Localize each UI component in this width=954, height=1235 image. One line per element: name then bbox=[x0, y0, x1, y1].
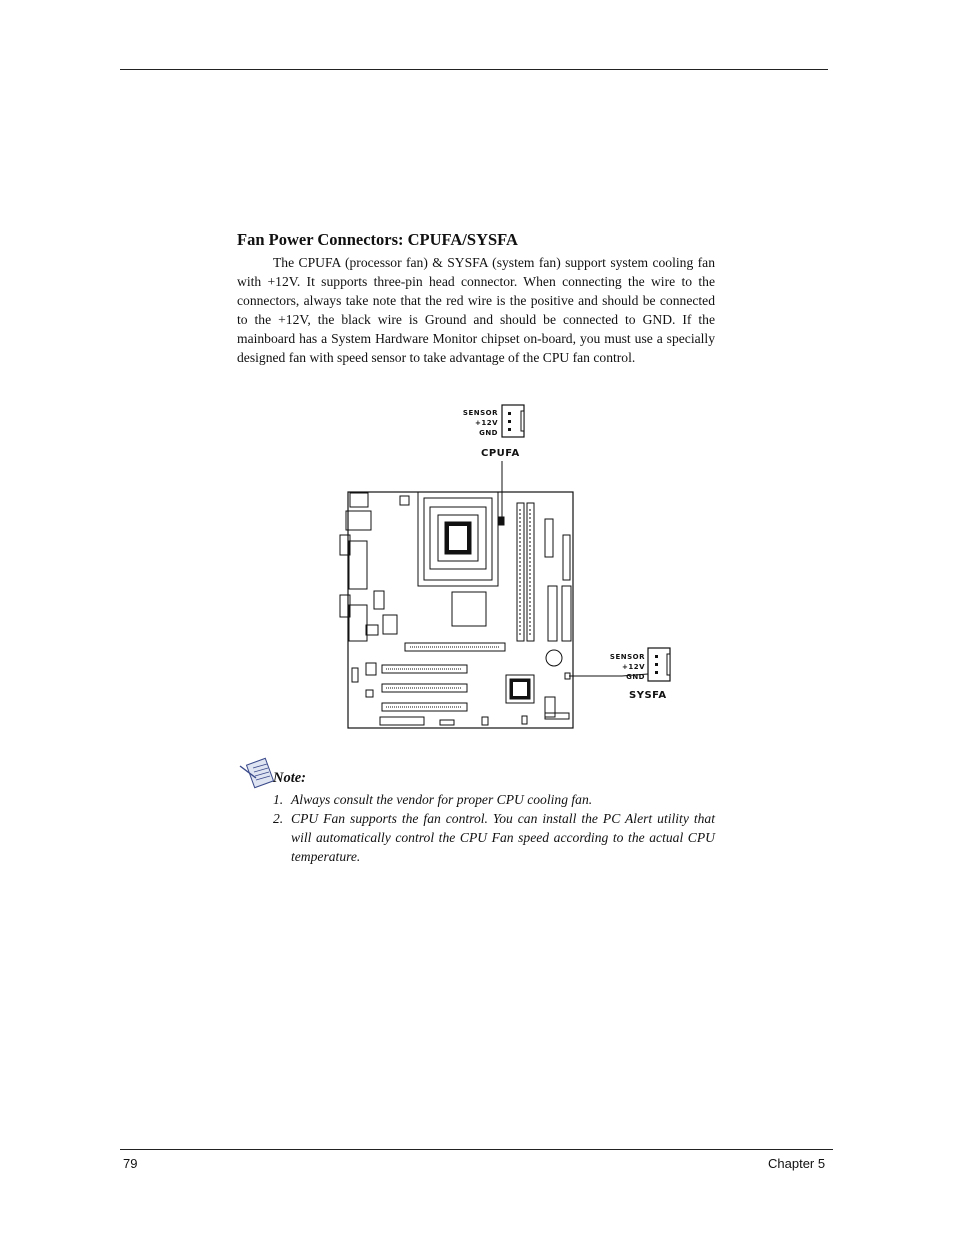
chapter-label: Chapter 5 bbox=[768, 1156, 826, 1171]
note-title: Note: bbox=[273, 770, 307, 786]
mainboard bbox=[340, 492, 573, 728]
body-paragraph: The CPUFA (processor fan) & SYSFA (system fan) support system cooling fan with +12V. It supports three-pin head connector. When connecting the wire to the connectors, always take note that the red wire is the positive and should be connected to the +12V, the black wire is Ground and should be connected to GND. If the mainboard has a System Hardware Monitor chipset on-board, you must use a specially designed fan with speed sensor to take advantage of the CPU fan control. bbox=[237, 255, 715, 365]
cpufa-label: CPUFA bbox=[481, 448, 520, 459]
page-number: 79 bbox=[123, 1156, 138, 1171]
section-title: Fan Power Connectors: CPUFA/SYSFA bbox=[237, 230, 518, 249]
note-list bbox=[273, 790, 715, 866]
cpufa-pin-gnd: GND bbox=[479, 429, 498, 437]
sysfa-label: SYSFA bbox=[629, 690, 667, 701]
sysfa-pin-sensor: SENSOR bbox=[609, 653, 645, 661]
mainboard-fan-connector-diagram bbox=[330, 395, 690, 740]
sysfa-connector bbox=[569, 648, 670, 701]
note-item-text: Always consult the vendor for proper CPU cooling fan. bbox=[291, 792, 593, 807]
header-rule bbox=[120, 69, 828, 70]
note-item bbox=[273, 790, 715, 809]
cpufa-pin-12v: +12V bbox=[474, 419, 498, 427]
cpufa-pin-sensor: SENSOR bbox=[462, 409, 498, 417]
note-pad-icon bbox=[238, 756, 274, 790]
sysfa-pin-12v: +12V bbox=[621, 663, 645, 671]
note-item-number: 2. bbox=[273, 811, 284, 826]
note-item bbox=[273, 809, 715, 866]
note-item-text: CPU Fan supports the fan control. You can install the PC Alert utility that will automatically control the CPU Fan speed according to the actual CPU temperature. bbox=[291, 811, 715, 864]
footer-rule bbox=[120, 1149, 833, 1150]
note-item-number: 1. bbox=[273, 792, 284, 807]
sysfa-pin-gnd: GND bbox=[626, 673, 645, 681]
cpufa-connector bbox=[463, 405, 524, 520]
